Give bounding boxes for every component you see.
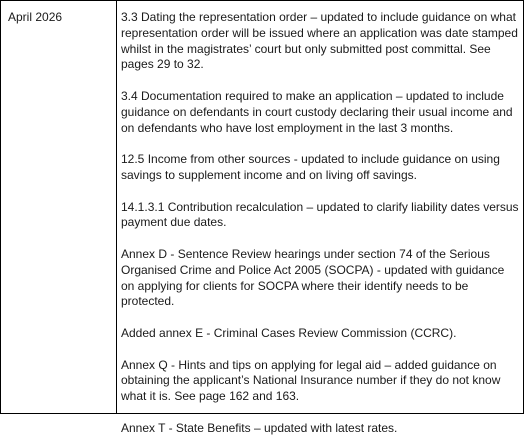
date-label: April 2026: [8, 10, 63, 24]
change-entry-annex-q: Annex Q - Hints and tips on applying for legal aid – added guidance on obtaining the applicant’s National Insurance number if they do not know what it is. See page 162 and 163.: [121, 357, 501, 404]
change-entry-14-1-3-1: 14.1.3.1 Contribution recalculation – updated to clarify liability dates versus payment due dates.: [121, 199, 519, 230]
change-entry-annex-d: Annex D - Sentence Review hearings under section 74 of the Serious Organised Crime and Police Act 2005 (SOCPA) - updated with guidance on applying for clients for SOCPA where their identify needs to be protected.: [121, 246, 505, 309]
change-entry-3-4: 3.4 Documentation required to make an application – updated to include guidance on defendants in court custody declaring their usual income and on defendants who have lost employment in the last 3 months.: [121, 88, 513, 135]
change-entry-annex-e: Added annex E - Criminal Cases Review Commission (CCRC).: [121, 325, 457, 340]
date-cell: [1, 1, 117, 413]
change-entry-12-5: 12.5 Income from other sources - updated to include guidance on using savings to supplement income and on living off savings.: [121, 152, 500, 182]
change-entry-3-3: 3.3 Dating the representation order – updated to include guidance on what representation order will be issued where an application was date stamped whilst in the magistrates’ court but only submitted post committal. See pages 29 to 32.: [121, 10, 518, 72]
changes-cell: [117, 1, 523, 435]
change-entry-annex-t: Annex T - State Benefits – updated with latest rates.: [121, 420, 398, 435]
